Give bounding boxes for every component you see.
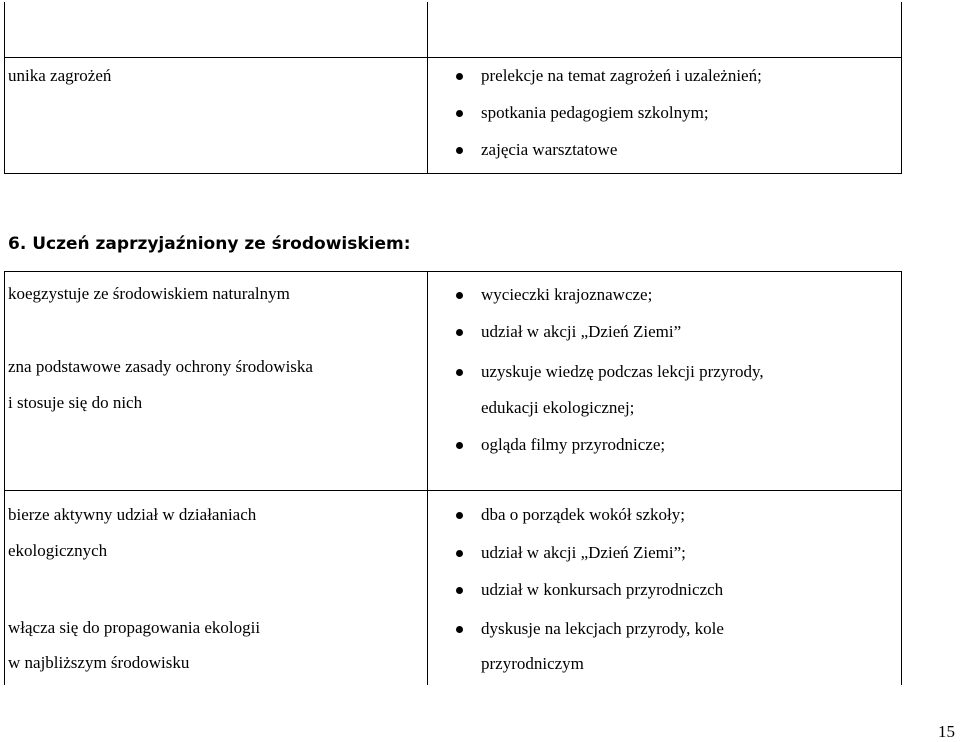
list-item: dba o porządek wokół szkoły; [481, 505, 685, 524]
list-item: spotkania pedagogiem szkolnym; [481, 103, 709, 122]
table2-cell-text: w najbliższym środowisku [8, 653, 190, 672]
section-heading: 6. Uczeń zaprzyjaźniony ze środowiskiem: [8, 234, 411, 254]
bullet-icon [456, 626, 463, 633]
table2-cell-text: i stosuje się do nich [8, 393, 143, 412]
list-item: udział w akcji „Dzień Ziemi” [481, 322, 682, 341]
table2-top-border [4, 271, 902, 272]
bullet-icon [456, 73, 463, 80]
table2-middle-border [427, 271, 428, 685]
table1-middle-border [427, 2, 428, 174]
list-item-continuation: edukacji ekologicznej; [481, 398, 635, 417]
table2-right-border [901, 271, 902, 685]
list-item: dyskusje na lekcjach przyrody, kole [481, 619, 724, 638]
list-item: udział w konkursach przyrodniczch [481, 580, 724, 599]
list-item-continuation: przyrodniczym [481, 654, 584, 673]
bullet-icon [456, 369, 463, 376]
table2-left-border [4, 271, 5, 685]
list-item: prelekcje na temat zagrożeń i uzależnień; [481, 66, 762, 85]
list-item: udział w akcji „Dzień Ziemi”; [481, 543, 686, 562]
bullet-icon [456, 442, 463, 449]
page-number: 15 [938, 722, 955, 741]
table2-cell-text: włącza się do propagowania ekologii [8, 618, 261, 637]
bullet-icon [456, 587, 463, 594]
list-item: zajęcia warsztatowe [481, 140, 618, 159]
table2-row-divider [4, 490, 902, 491]
list-item: ogląda filmy przyrodnicze; [481, 435, 666, 454]
table2-cell-text: ekologicznych [8, 541, 108, 560]
table1-bottom-border [4, 173, 902, 174]
table1-left-text: unika zagrożeń [8, 66, 112, 85]
bullet-icon [456, 329, 463, 336]
bullet-icon [456, 292, 463, 299]
table1-row-divider [4, 57, 902, 58]
list-item: uzyskuje wiedzę podczas lekcji przyrody, [481, 362, 764, 381]
bullet-icon [456, 512, 463, 519]
table2-cell-text: koegzystuje ze środowiskiem naturalnym [8, 284, 290, 303]
table1-right-border [901, 2, 902, 174]
table2-cell-text: bierze aktywny udział w działaniach [8, 505, 257, 524]
bullet-icon [456, 110, 463, 117]
table1-left-border [4, 2, 5, 174]
table2-cell-text: zna podstawowe zasady ochrony środowiska [8, 357, 313, 376]
list-item: wycieczki krajoznawcze; [481, 285, 653, 304]
bullet-icon [456, 550, 463, 557]
bullet-icon [456, 147, 463, 154]
